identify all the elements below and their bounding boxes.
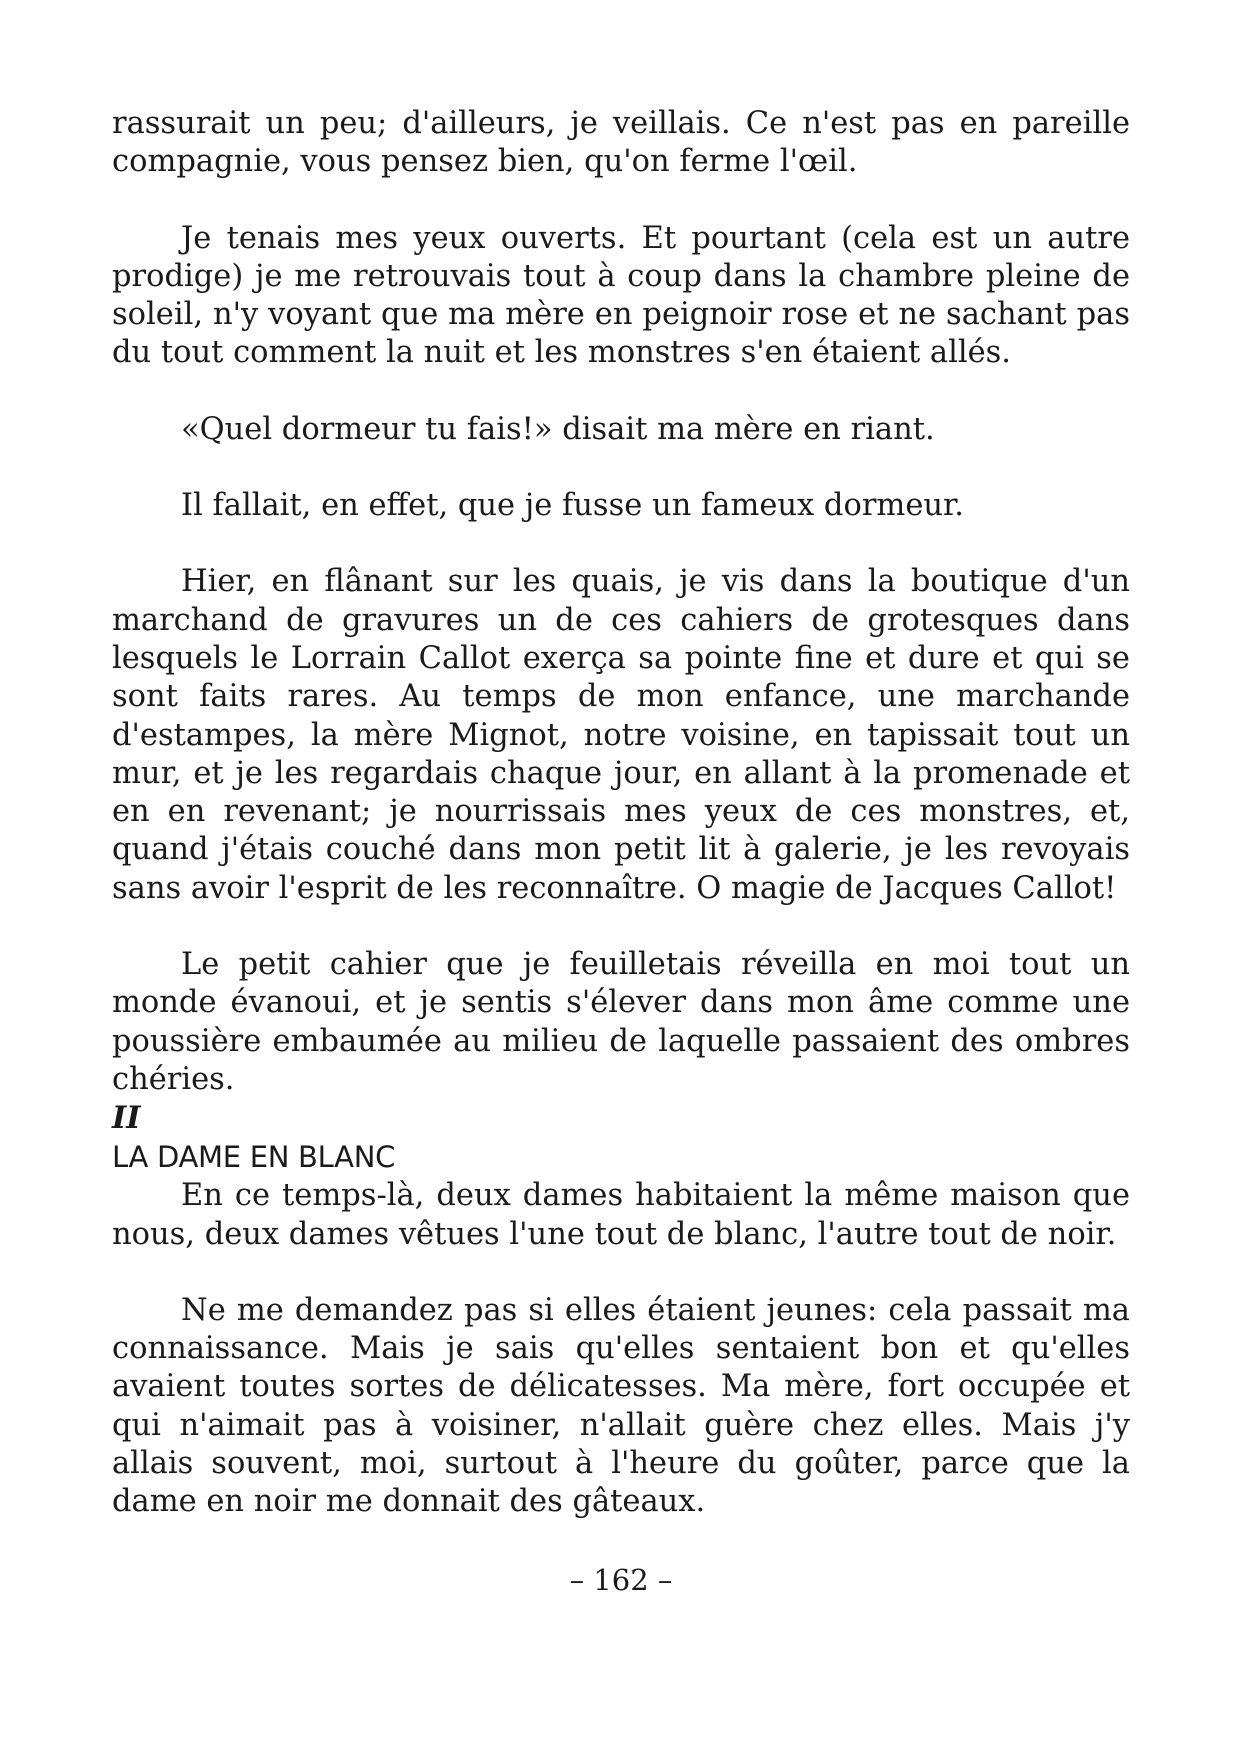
paragraph: Je tenais mes yeux ouverts. Et pourtant (cela est un autre prodige) je me retrouvais tout à coup dans la chambre pleine de soleil, n'y voyant que ma mère en peignoir rose et ne sachant pas du tout comment la nuit et les monstres s'en étaient allés. [112, 220, 1130, 371]
paragraph: Il fallait, en effet, que je fusse un fameux dormeur. [181, 488, 964, 524]
paragraph: En ce temps-là, deux dames habitaient la même maison que nous, deux dames vêtues l'une tout de blanc, l'autre tout de noir. [112, 1178, 1130, 1252]
paragraph: «Quel dormeur tu fais!» disait ma mère en riant. [181, 411, 935, 447]
chapter-title: LA DAME EN BLANC [112, 1140, 396, 1175]
paragraph: Le petit cahier que je feuilletais réveilla en moi tout un monde évanoui, et je sentis s'élever dans mon âme comme une poussière embaumée au milieu de laquelle passaient des ombres chéries. [112, 947, 1130, 1097]
paragraph: Ne me demandez pas si elles étaient jeunes: cela passait ma connaissance. Mais je sais qu'elles sentaient bon et qu'elles avaient toutes sortes de délicatesses. Ma mère, fort occupée et qui n'aimait pas à voisiner, n'allait guère chez elles. Mais j'y allais souvent, moi, surtout à l'heure du goûter, parce que la dame en noir me donnait des gâteaux. [112, 1292, 1130, 1520]
paragraph: Hier, en flânant sur les quais, je vis dans la boutique d'un marchand de gravures un de ces cahiers de grotesques dans lesquels le Lorrain Callot exerça sa pointe fine et dure et qui se sont faits rares. Au temps de mon enfance, une marchande d'estampes, la mère Mignot, notre voisine, en tapissait tout un mur, et je les regardais chaque jour, en allant à la promenade et en en revenant; je nourrissais mes yeux de ces monstres, et, quand j'étais couché dans mon petit lit à galerie, je les revoyais sans avoir l'esprit de les reconnaître. O magie de Jacques Callot! [112, 564, 1130, 906]
paragraph-continued: rassurait un peu; d'ailleurs, je veillais. Ce n'est pas en pareille compagnie, vous pensez bien, qu'on ferme l'œil. [112, 106, 1130, 180]
page-number: – 162 – [569, 1563, 673, 1597]
chapter-number: II [112, 1100, 141, 1137]
page-body [112, 105, 1130, 1522]
